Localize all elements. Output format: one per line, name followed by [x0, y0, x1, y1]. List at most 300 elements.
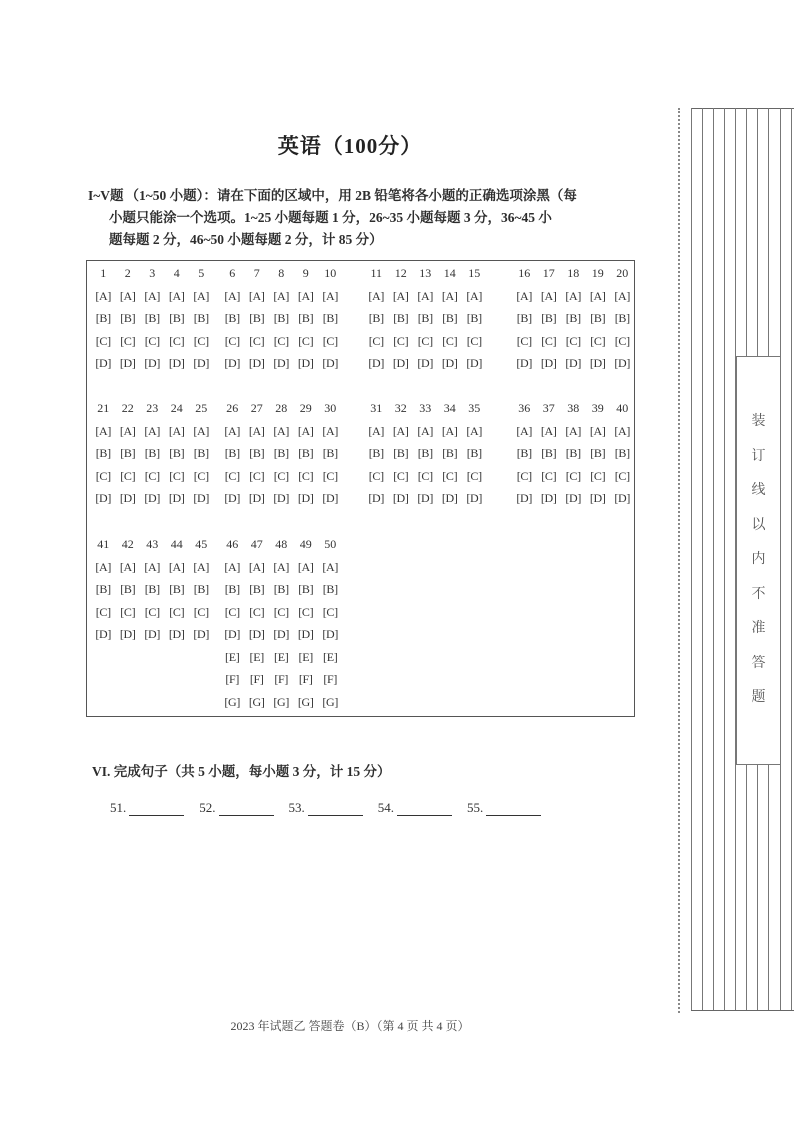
- bubble-q43-b[interactable]: [B]: [144, 582, 160, 597]
- bubble-q26-c[interactable]: [C]: [224, 468, 240, 483]
- question-group-11-15: [364, 261, 487, 375]
- question-number: 49: [299, 536, 312, 551]
- bubble-q38-d[interactable]: [D]: [565, 491, 582, 506]
- notice-char: 线: [751, 483, 766, 498]
- bubble-q42-d[interactable]: [D]: [119, 627, 136, 642]
- bubble-q9-a[interactable]: [A]: [297, 288, 314, 303]
- bubble-q5-d[interactable]: [D]: [193, 356, 210, 371]
- option-row: [91, 330, 214, 353]
- bubble-q36-d[interactable]: [D]: [516, 491, 533, 506]
- bubble-q31-b[interactable]: [B]: [368, 446, 384, 461]
- bubble-q50-e[interactable]: [E]: [323, 649, 338, 664]
- notice-char: 准: [751, 621, 766, 636]
- bubble-q16-a[interactable]: [A]: [516, 288, 533, 303]
- bubble-q32-c[interactable]: [C]: [393, 468, 409, 483]
- bubble-q50-a[interactable]: [A]: [322, 559, 339, 574]
- bubble-q26-b[interactable]: [B]: [224, 446, 240, 461]
- bubble-q39-b[interactable]: [B]: [590, 446, 606, 461]
- option-row: [364, 308, 487, 331]
- binding-strip-bottom-edge: [691, 1010, 794, 1011]
- bubble-q46-a[interactable]: [A]: [224, 559, 241, 574]
- notice-char: 以: [751, 517, 766, 533]
- bubble-q7-a[interactable]: [A]: [248, 288, 265, 303]
- bubble-q6-a[interactable]: [A]: [224, 288, 241, 303]
- bubble-q13-c[interactable]: [C]: [417, 333, 433, 348]
- bubble-q12-a[interactable]: [A]: [392, 288, 409, 303]
- bubble-q25-a[interactable]: [A]: [193, 423, 210, 438]
- bubble-q1-d[interactable]: [D]: [95, 356, 112, 371]
- bubble-q44-b[interactable]: [B]: [169, 582, 185, 597]
- bubble-q47-f[interactable]: [F]: [249, 672, 264, 687]
- bubble-q40-d[interactable]: [D]: [614, 491, 631, 506]
- bubble-q36-c[interactable]: [C]: [516, 468, 532, 483]
- bubble-q37-a[interactable]: [A]: [540, 423, 557, 438]
- bubble-q45-b[interactable]: [B]: [193, 582, 209, 597]
- question-number: 4: [173, 265, 180, 280]
- bubble-q49-e[interactable]: [E]: [298, 649, 313, 664]
- bubble-q15-a[interactable]: [A]: [466, 288, 483, 303]
- option-row: [91, 465, 214, 488]
- bubble-q6-c[interactable]: [C]: [224, 333, 240, 348]
- bubble-q22-d[interactable]: [D]: [119, 491, 136, 506]
- bubble-q9-c[interactable]: [C]: [298, 333, 314, 348]
- bubble-q46-b[interactable]: [B]: [224, 582, 240, 597]
- binding-rule-line: [724, 108, 725, 1010]
- bubble-q47-a[interactable]: [A]: [248, 559, 265, 574]
- question-number: 50: [324, 536, 337, 551]
- bubble-q46-e[interactable]: [E]: [225, 649, 240, 664]
- bubble-q15-b[interactable]: [B]: [466, 311, 482, 326]
- bubble-q24-b[interactable]: [B]: [169, 446, 185, 461]
- question-number: 13: [419, 265, 432, 280]
- bubble-q38-a[interactable]: [A]: [565, 423, 582, 438]
- bubble-q31-a[interactable]: [A]: [368, 423, 385, 438]
- bubble-q44-d[interactable]: [D]: [168, 627, 185, 642]
- bubble-q45-d[interactable]: [D]: [193, 627, 210, 642]
- bubble-q41-c[interactable]: [C]: [95, 604, 111, 619]
- option-row: [220, 669, 343, 692]
- bubble-q38-c[interactable]: [C]: [565, 468, 581, 483]
- question-number: 30: [324, 400, 337, 415]
- bubble-q26-a[interactable]: [A]: [224, 423, 241, 438]
- blank-item-55: [467, 800, 541, 816]
- bubble-q48-g[interactable]: [G]: [273, 694, 290, 709]
- bubble-q47-g[interactable]: [G]: [248, 694, 265, 709]
- page-title: 英语（100分）: [277, 134, 423, 158]
- bubble-q14-c[interactable]: [C]: [442, 333, 458, 348]
- bubble-q14-a[interactable]: [A]: [441, 288, 458, 303]
- bubble-q15-c[interactable]: [C]: [466, 333, 482, 348]
- option-row: [220, 488, 343, 511]
- question-number: 22: [121, 400, 134, 415]
- blank-label: 54.: [377, 800, 394, 815]
- bubble-q7-c[interactable]: [C]: [249, 333, 265, 348]
- bubble-q23-a[interactable]: [A]: [144, 423, 161, 438]
- bubble-q43-a[interactable]: [A]: [144, 559, 161, 574]
- section-label: I~V题: [88, 188, 124, 203]
- question-number: 12: [394, 265, 407, 280]
- bubble-q21-d[interactable]: [D]: [95, 491, 112, 506]
- bubble-q27-a[interactable]: [A]: [248, 423, 265, 438]
- bubble-q37-c[interactable]: [C]: [541, 468, 557, 483]
- instructions-i-v: [88, 185, 648, 251]
- bubble-q13-a[interactable]: [A]: [417, 288, 434, 303]
- bubble-q33-d[interactable]: [D]: [417, 491, 434, 506]
- bubble-q3-a[interactable]: [A]: [144, 288, 161, 303]
- question-number-row: [220, 261, 343, 285]
- bubble-q4-a[interactable]: [A]: [168, 288, 185, 303]
- bubble-q14-d[interactable]: [D]: [441, 356, 458, 371]
- question-number: 18: [567, 265, 580, 280]
- bubble-q25-d[interactable]: [D]: [193, 491, 210, 506]
- bubble-q19-c[interactable]: [C]: [590, 333, 606, 348]
- bubble-q46-d[interactable]: [D]: [224, 627, 241, 642]
- question-number-row: [91, 261, 214, 285]
- bubble-q36-a[interactable]: [A]: [516, 423, 533, 438]
- bubble-q24-a[interactable]: [A]: [168, 423, 185, 438]
- bubble-q18-d[interactable]: [D]: [565, 356, 582, 371]
- bubble-q32-b[interactable]: [B]: [393, 446, 409, 461]
- sentence-completion-blanks: [110, 800, 556, 816]
- bubble-q6-b[interactable]: [B]: [224, 311, 240, 326]
- blank-item-53: [289, 800, 363, 816]
- answer-blank-52[interactable]: [219, 802, 274, 816]
- question-number: 3: [149, 265, 156, 280]
- bubble-q28-a[interactable]: [A]: [273, 423, 290, 438]
- bubble-q47-d[interactable]: [D]: [248, 627, 265, 642]
- bubble-q34-b[interactable]: [B]: [442, 446, 458, 461]
- bubble-q35-c[interactable]: [C]: [466, 468, 482, 483]
- bubble-q37-b[interactable]: [B]: [541, 446, 557, 461]
- bubble-q32-d[interactable]: [D]: [392, 491, 409, 506]
- bubble-q48-d[interactable]: [D]: [273, 627, 290, 642]
- bubble-q2-d[interactable]: [D]: [119, 356, 136, 371]
- instruction-line-3: 题每题 2 分，46~50 小题每题 2 分，计 85 分）: [109, 232, 383, 247]
- bubble-q32-a[interactable]: [A]: [392, 423, 409, 438]
- bubble-q50-f[interactable]: [F]: [323, 672, 338, 687]
- bubble-q10-d[interactable]: [D]: [322, 356, 339, 371]
- bubble-q28-c[interactable]: [C]: [273, 468, 289, 483]
- question-number: 46: [226, 536, 239, 551]
- bubble-q48-b[interactable]: [B]: [273, 582, 289, 597]
- bubble-q27-b[interactable]: [B]: [249, 446, 265, 461]
- bubble-q35-a[interactable]: [A]: [466, 423, 483, 438]
- binding-rule-line: [757, 765, 758, 1010]
- bubble-q50-g[interactable]: [G]: [322, 694, 339, 709]
- bubble-q42-c[interactable]: [C]: [120, 604, 136, 619]
- bubble-q2-b[interactable]: [B]: [120, 311, 136, 326]
- bubble-q27-c[interactable]: [C]: [249, 468, 265, 483]
- bubble-q41-a[interactable]: [A]: [95, 559, 112, 574]
- bubble-q17-b[interactable]: [B]: [541, 311, 557, 326]
- bubble-q14-b[interactable]: [B]: [442, 311, 458, 326]
- bubble-q29-c[interactable]: [C]: [298, 468, 314, 483]
- question-number: 10: [324, 265, 337, 280]
- bubble-q29-a[interactable]: [A]: [297, 423, 314, 438]
- bubble-q20-d[interactable]: [D]: [614, 356, 631, 371]
- bubble-q21-b[interactable]: [B]: [95, 446, 111, 461]
- bubble-q1-b[interactable]: [B]: [95, 311, 111, 326]
- bubble-q21-a[interactable]: [A]: [95, 423, 112, 438]
- bubble-q4-c[interactable]: [C]: [169, 333, 185, 348]
- notice-char: 题: [751, 690, 766, 705]
- bubble-q47-b[interactable]: [B]: [249, 582, 265, 597]
- bubble-q18-c[interactable]: [C]: [565, 333, 581, 348]
- section-vi-heading: VI. 完成句子（共 5 小题，每小题 3 分，计 15 分）: [92, 764, 391, 779]
- option-row: [512, 353, 635, 376]
- bubble-q11-c[interactable]: [C]: [368, 333, 384, 348]
- bubble-q43-c[interactable]: [C]: [144, 604, 160, 619]
- bubble-q3-d[interactable]: [D]: [144, 356, 161, 371]
- bubble-q40-c[interactable]: [C]: [614, 468, 630, 483]
- option-row: [220, 285, 343, 308]
- bubble-q29-d[interactable]: [D]: [297, 491, 314, 506]
- bubble-q13-d[interactable]: [D]: [417, 356, 434, 371]
- question-number: 40: [616, 400, 629, 415]
- bubble-q34-a[interactable]: [A]: [441, 423, 458, 438]
- bubble-q49-a[interactable]: [A]: [297, 559, 314, 574]
- option-row: [220, 308, 343, 331]
- option-row: [220, 465, 343, 488]
- bubble-q5-a[interactable]: [A]: [193, 288, 210, 303]
- bubble-q45-a[interactable]: [A]: [193, 559, 210, 574]
- bubble-q5-b[interactable]: [B]: [193, 311, 209, 326]
- bubble-q48-e[interactable]: [E]: [274, 649, 289, 664]
- bubble-q49-c[interactable]: [C]: [298, 604, 314, 619]
- binding-rule-line: [768, 108, 769, 356]
- bubble-q12-b[interactable]: [B]: [393, 311, 409, 326]
- bubble-q31-c[interactable]: [C]: [368, 468, 384, 483]
- bubble-q11-a[interactable]: [A]: [368, 288, 385, 303]
- bubble-q42-a[interactable]: [A]: [119, 559, 136, 574]
- question-number-row: [364, 396, 487, 420]
- bubble-q1-a[interactable]: [A]: [95, 288, 112, 303]
- bubble-q48-c[interactable]: [C]: [273, 604, 289, 619]
- bubble-q2-a[interactable]: [A]: [119, 288, 136, 303]
- bubble-q22-b[interactable]: [B]: [120, 446, 136, 461]
- bubble-q11-b[interactable]: [B]: [368, 311, 384, 326]
- answer-blank-54[interactable]: [397, 802, 452, 816]
- bubble-q17-a[interactable]: [A]: [540, 288, 557, 303]
- bubble-q48-f[interactable]: [F]: [274, 672, 289, 687]
- answer-blank-55[interactable]: [486, 802, 541, 816]
- question-number: 43: [146, 536, 159, 551]
- bubble-q19-b[interactable]: [B]: [590, 311, 606, 326]
- binding-strip-top-edge: [691, 108, 794, 109]
- bubble-q20-a[interactable]: [A]: [614, 288, 631, 303]
- bubble-q20-b[interactable]: [B]: [614, 311, 630, 326]
- notice-char: 内: [751, 552, 766, 567]
- bubble-q43-d[interactable]: [D]: [144, 627, 161, 642]
- bubble-q25-c[interactable]: [C]: [193, 468, 209, 483]
- blank-label: 53.: [288, 800, 305, 815]
- bubble-q50-c[interactable]: [C]: [322, 604, 338, 619]
- bubble-q35-b[interactable]: [B]: [466, 446, 482, 461]
- bubble-q9-d[interactable]: [D]: [297, 356, 314, 371]
- bubble-q47-e[interactable]: [E]: [249, 649, 264, 664]
- bubble-q39-a[interactable]: [A]: [589, 423, 606, 438]
- bubble-q39-c[interactable]: [C]: [590, 468, 606, 483]
- bubble-q24-c[interactable]: [C]: [169, 468, 185, 483]
- bubble-q10-c[interactable]: [C]: [322, 333, 338, 348]
- option-row: [91, 420, 214, 443]
- option-row: [220, 420, 343, 443]
- bubble-q47-c[interactable]: [C]: [249, 604, 265, 619]
- bubble-q8-d[interactable]: [D]: [273, 356, 290, 371]
- bubble-q15-d[interactable]: [D]: [466, 356, 483, 371]
- bubble-q50-b[interactable]: [B]: [322, 582, 338, 597]
- question-number: 32: [394, 400, 407, 415]
- question-number: 19: [591, 265, 604, 280]
- option-row: [220, 353, 343, 376]
- question-number: 45: [195, 536, 208, 551]
- option-row: [91, 488, 214, 511]
- bubble-q12-d[interactable]: [D]: [392, 356, 409, 371]
- bubble-q49-f[interactable]: [F]: [298, 672, 313, 687]
- bubble-q46-c[interactable]: [C]: [224, 604, 240, 619]
- bubble-q33-c[interactable]: [C]: [417, 468, 433, 483]
- bubble-q48-a[interactable]: [A]: [273, 559, 290, 574]
- answer-blank-51[interactable]: [129, 802, 184, 816]
- bubble-q13-b[interactable]: [B]: [417, 311, 433, 326]
- bubble-q37-d[interactable]: [D]: [540, 491, 557, 506]
- question-number: 7: [253, 265, 260, 280]
- option-row: [91, 556, 214, 579]
- bubble-q33-a[interactable]: [A]: [417, 423, 434, 438]
- bubble-q20-c[interactable]: [C]: [614, 333, 630, 348]
- bubble-q10-a[interactable]: [A]: [322, 288, 339, 303]
- bubble-q24-d[interactable]: [D]: [168, 491, 185, 506]
- bubble-q2-c[interactable]: [C]: [120, 333, 136, 348]
- bubble-q9-b[interactable]: [B]: [298, 311, 314, 326]
- bubble-q30-b[interactable]: [B]: [322, 446, 338, 461]
- bubble-q7-b[interactable]: [B]: [249, 311, 265, 326]
- bubble-q11-d[interactable]: [D]: [368, 356, 385, 371]
- bubble-q42-b[interactable]: [B]: [120, 582, 136, 597]
- bubble-q49-b[interactable]: [B]: [298, 582, 314, 597]
- bubble-q29-b[interactable]: [B]: [298, 446, 314, 461]
- bubble-q16-c[interactable]: [C]: [516, 333, 532, 348]
- bubble-q21-c[interactable]: [C]: [95, 468, 111, 483]
- bubble-q30-d[interactable]: [D]: [322, 491, 339, 506]
- bubble-q49-d[interactable]: [D]: [297, 627, 314, 642]
- bubble-q41-d[interactable]: [D]: [95, 627, 112, 642]
- bubble-q4-d[interactable]: [D]: [168, 356, 185, 371]
- binding-rule-line: [780, 765, 781, 1010]
- bubble-q1-c[interactable]: [C]: [95, 333, 111, 348]
- question-number: 34: [443, 400, 456, 415]
- bubble-q39-d[interactable]: [D]: [589, 491, 606, 506]
- bubble-q50-d[interactable]: [D]: [322, 627, 339, 642]
- bubble-q28-b[interactable]: [B]: [273, 446, 289, 461]
- question-group-36-40: [512, 396, 635, 510]
- bubble-q30-a[interactable]: [A]: [322, 423, 339, 438]
- binding-rule-line: [713, 108, 714, 1010]
- question-number: 29: [299, 400, 312, 415]
- bubble-q16-d[interactable]: [D]: [516, 356, 533, 371]
- option-row: [220, 646, 343, 669]
- question-group-1-5: [91, 261, 214, 375]
- binding-rule-line: [757, 108, 758, 356]
- bubble-q46-g[interactable]: [G]: [224, 694, 241, 709]
- bubble-q5-c[interactable]: [C]: [193, 333, 209, 348]
- bubble-q16-b[interactable]: [B]: [516, 311, 532, 326]
- bubble-q45-c[interactable]: [C]: [193, 604, 209, 619]
- bubble-q7-d[interactable]: [D]: [248, 356, 265, 371]
- bubble-q28-d[interactable]: [D]: [273, 491, 290, 506]
- answer-blank-53[interactable]: [308, 802, 363, 816]
- bubble-q19-d[interactable]: [D]: [589, 356, 606, 371]
- option-row: [364, 488, 487, 511]
- question-number: 23: [146, 400, 159, 415]
- option-row: [220, 443, 343, 466]
- bubble-q4-b[interactable]: [B]: [169, 311, 185, 326]
- bubble-q46-f[interactable]: [F]: [225, 672, 240, 687]
- bubble-q23-d[interactable]: [D]: [144, 491, 161, 506]
- bubble-q44-c[interactable]: [C]: [169, 604, 185, 619]
- bubble-q18-a[interactable]: [A]: [565, 288, 582, 303]
- option-row: [220, 330, 343, 353]
- bubble-q23-c[interactable]: [C]: [144, 468, 160, 483]
- bubble-q8-a[interactable]: [A]: [273, 288, 290, 303]
- bubble-q31-d[interactable]: [D]: [368, 491, 385, 506]
- option-row: [91, 601, 214, 624]
- bubble-q6-d[interactable]: [D]: [224, 356, 241, 371]
- question-number-row: [220, 532, 343, 556]
- bubble-q27-d[interactable]: [D]: [248, 491, 265, 506]
- bubble-q19-a[interactable]: [A]: [589, 288, 606, 303]
- bubble-q30-c[interactable]: [C]: [322, 468, 338, 483]
- binding-rule-line: [746, 108, 747, 356]
- bubble-q40-a[interactable]: [A]: [614, 423, 631, 438]
- question-number: 48: [275, 536, 288, 551]
- bubble-q3-b[interactable]: [B]: [144, 311, 160, 326]
- bubble-q12-c[interactable]: [C]: [393, 333, 409, 348]
- notice-char: 订: [751, 448, 766, 464]
- question-number: 35: [468, 400, 481, 415]
- question-number: 41: [97, 536, 110, 551]
- bubble-q8-b[interactable]: [B]: [273, 311, 289, 326]
- bubble-q22-a[interactable]: [A]: [119, 423, 136, 438]
- bubble-q41-b[interactable]: [B]: [95, 582, 111, 597]
- bubble-q34-d[interactable]: [D]: [441, 491, 458, 506]
- bubble-q49-g[interactable]: [G]: [297, 694, 314, 709]
- bubble-q18-b[interactable]: [B]: [565, 311, 581, 326]
- bubble-q17-d[interactable]: [D]: [540, 356, 557, 371]
- question-number: 42: [121, 536, 134, 551]
- bubble-q22-c[interactable]: [C]: [120, 468, 136, 483]
- bubble-q34-c[interactable]: [C]: [442, 468, 458, 483]
- question-number: 6: [229, 265, 236, 280]
- question-number-row: [220, 396, 343, 420]
- bubble-q44-a[interactable]: [A]: [168, 559, 185, 574]
- option-row: [91, 308, 214, 331]
- bubble-q17-c[interactable]: [C]: [541, 333, 557, 348]
- bubble-q38-b[interactable]: [B]: [565, 446, 581, 461]
- option-row: [512, 443, 635, 466]
- bubble-q40-b[interactable]: [B]: [614, 446, 630, 461]
- bubble-q25-b[interactable]: [B]: [193, 446, 209, 461]
- question-number-row: [91, 396, 214, 420]
- bubble-q36-b[interactable]: [B]: [516, 446, 532, 461]
- bubble-q33-b[interactable]: [B]: [417, 446, 433, 461]
- bubble-q10-b[interactable]: [B]: [322, 311, 338, 326]
- bubble-q23-b[interactable]: [B]: [144, 446, 160, 461]
- bubble-q3-c[interactable]: [C]: [144, 333, 160, 348]
- bubble-q8-c[interactable]: [C]: [273, 333, 289, 348]
- bubble-q26-d[interactable]: [D]: [224, 491, 241, 506]
- bubble-q35-d[interactable]: [D]: [466, 491, 483, 506]
